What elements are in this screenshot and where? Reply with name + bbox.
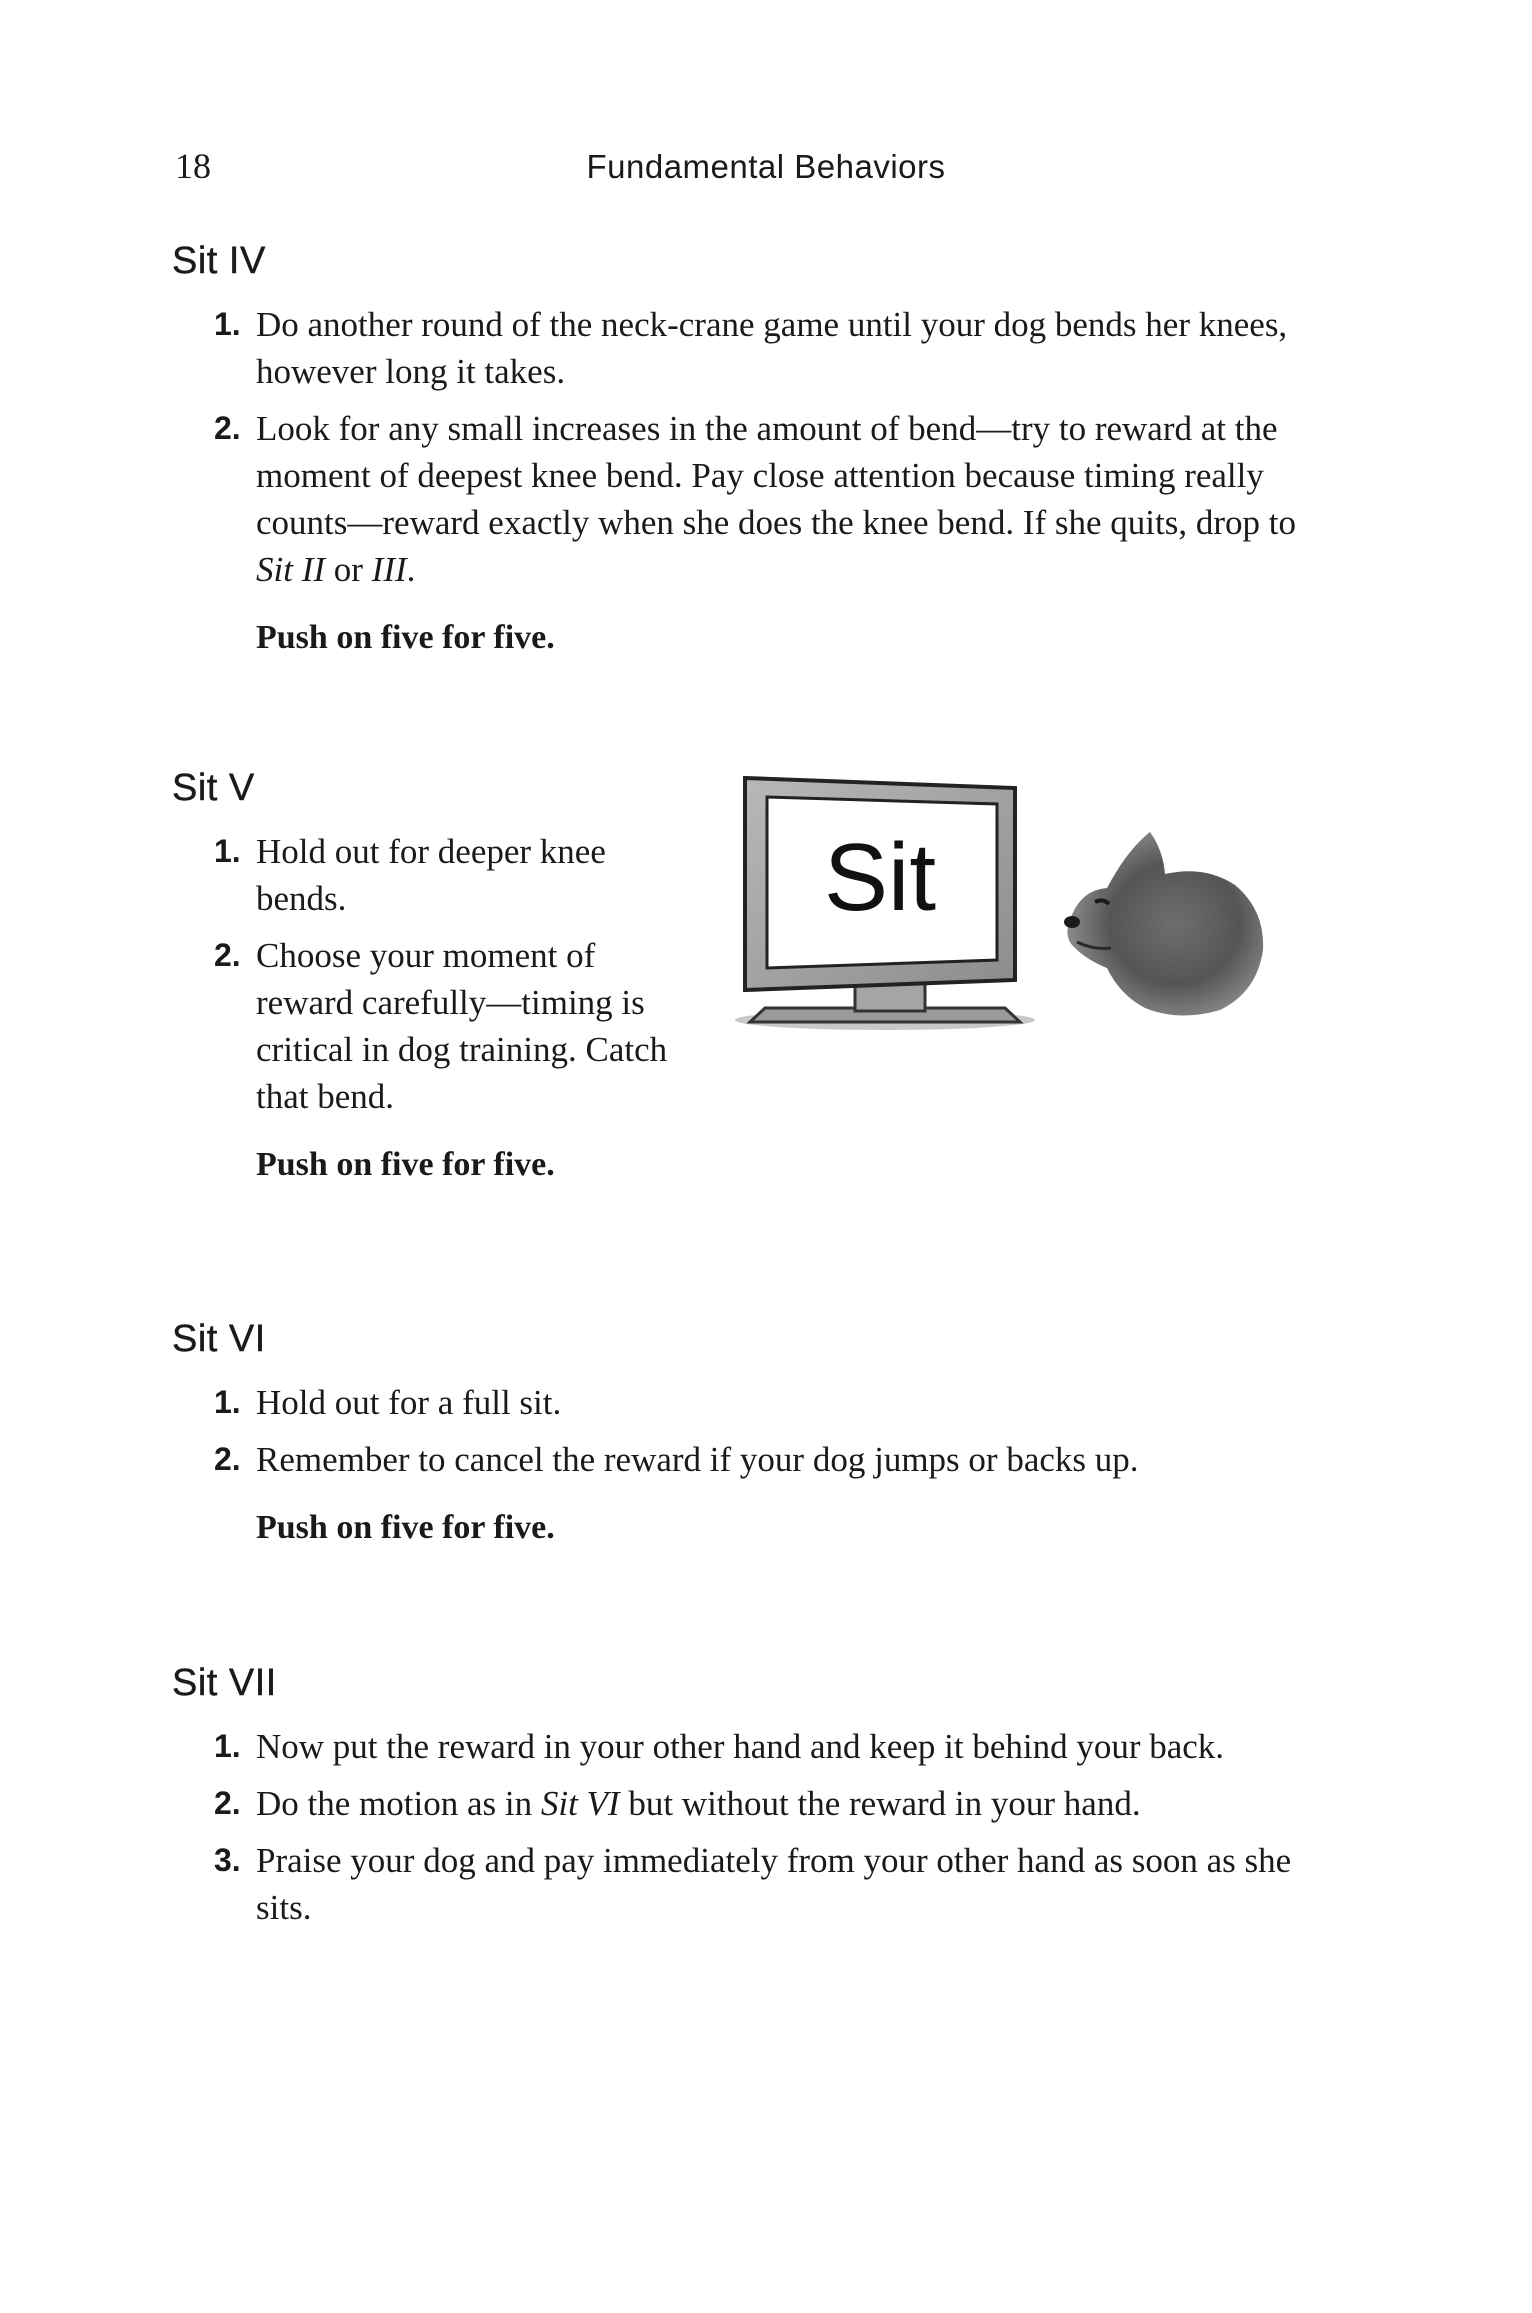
step-text: Do another round of the neck-crane game until your dog bends her knees, however long it takes. xyxy=(256,305,1288,391)
step-text: Praise your dog and pay immediately from your other hand as soon as she sits. xyxy=(256,1841,1292,1927)
step-number: 1. xyxy=(214,1728,241,1764)
step-item xyxy=(172,932,692,1120)
step-text: Hold out for deeper knee bends. xyxy=(256,832,606,918)
step-item xyxy=(172,1379,1332,1426)
push-note: Push on five for five. xyxy=(256,619,555,656)
step-number: 2. xyxy=(214,1441,241,1477)
step-item xyxy=(172,1780,1332,1827)
step-list xyxy=(172,828,692,1120)
step-number: 2. xyxy=(214,937,241,973)
section-sit-iv xyxy=(172,240,1332,657)
step-number: 3. xyxy=(214,1842,241,1878)
section-sit-vii xyxy=(172,1662,1332,1941)
dog-head-icon xyxy=(1064,832,1263,1016)
monitor-screen-text: Sit xyxy=(823,824,937,931)
step-item xyxy=(172,828,692,922)
section-sit-vi xyxy=(172,1318,1332,1547)
step-text: Do the motion as in xyxy=(256,1784,541,1823)
push-note: Push on five for five. xyxy=(256,1146,555,1183)
step-text-italic: Sit II xyxy=(256,550,326,589)
step-item xyxy=(172,1723,1332,1770)
step-number: 2. xyxy=(214,410,241,446)
step-number: 1. xyxy=(214,1384,241,1420)
step-text: but without the reward in your hand. xyxy=(619,1784,1141,1823)
step-text-italic: III xyxy=(371,550,407,589)
step-number: 2. xyxy=(214,1785,241,1821)
push-note: Push on five for five. xyxy=(256,1509,555,1546)
step-text: Look for any small increases in the amount of bend—try to reward at the moment of deepest knee bend. Pay close attention because timing really counts—reward exactly when she does the knee bend. If she quits, drop to xyxy=(256,409,1296,542)
monitor-icon xyxy=(735,778,1035,1030)
step-text: Hold out for a full sit. xyxy=(256,1383,562,1422)
step-text: or xyxy=(325,550,372,589)
step-item xyxy=(172,1436,1332,1483)
step-item xyxy=(172,301,1332,395)
section-title: Sit IV xyxy=(172,240,266,282)
page-number: 18 xyxy=(175,146,211,186)
step-text: . xyxy=(406,550,416,589)
section-title: Sit VI xyxy=(172,1318,266,1360)
step-list xyxy=(172,1723,1332,1931)
step-text: Choose your moment of reward carefully—timing is critical in dog training. Catch that bend. xyxy=(256,936,668,1116)
step-text: Now put the reward in your other hand and keep it behind your back. xyxy=(256,1727,1225,1766)
step-text-italic: Sit VI xyxy=(540,1784,620,1823)
step-item xyxy=(172,405,1332,593)
step-text: Remember to cancel the reward if your dog jumps or backs up. xyxy=(256,1440,1139,1479)
running-head: Fundamental Behaviors xyxy=(586,148,946,185)
section-title: Sit VII xyxy=(172,1662,277,1704)
step-list xyxy=(172,301,1332,593)
step-item xyxy=(172,1837,1332,1931)
step-number: 1. xyxy=(214,306,241,342)
sit-illustration xyxy=(735,770,1300,1045)
step-list xyxy=(172,1379,1332,1483)
step-number: 1. xyxy=(214,833,241,869)
section-title: Sit V xyxy=(172,767,255,809)
